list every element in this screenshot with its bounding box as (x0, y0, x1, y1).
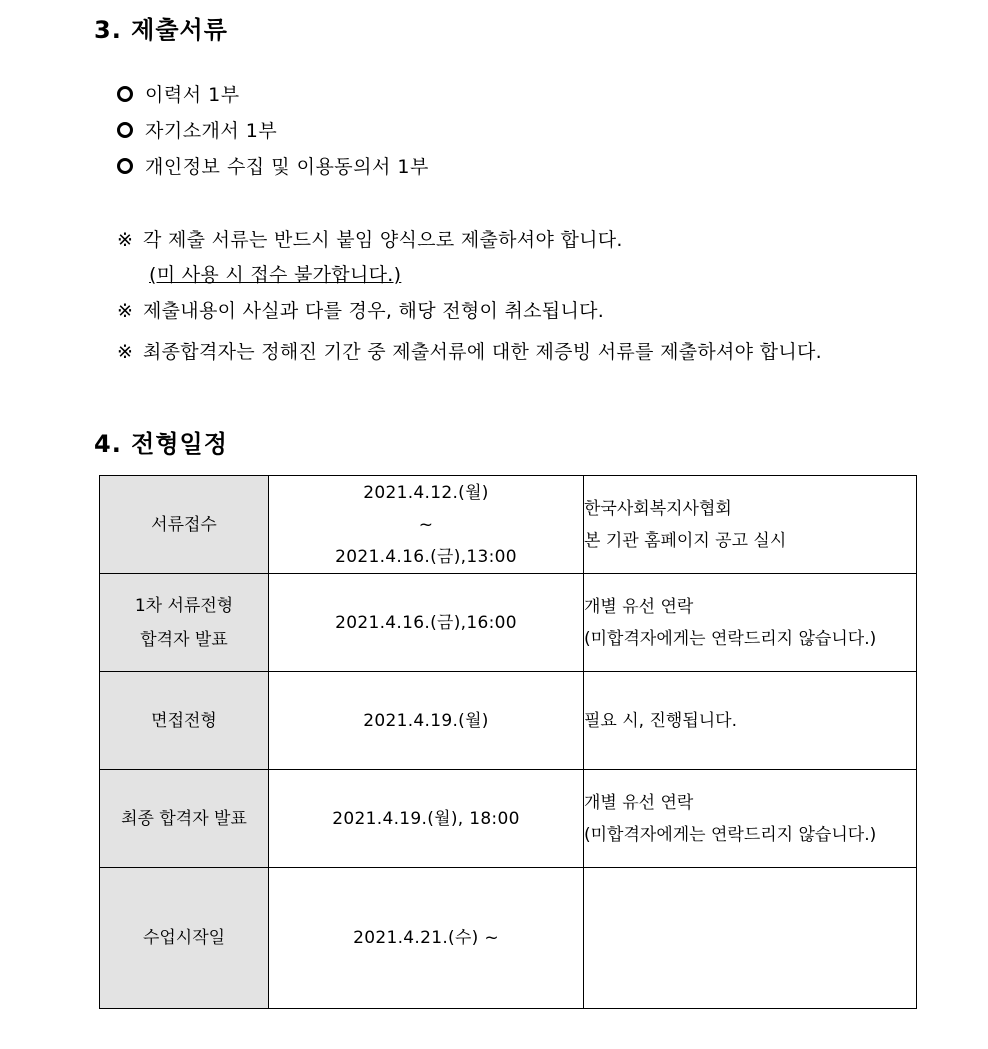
reference-mark-icon: ※ (117, 229, 134, 251)
section-3-heading: 3. 제출서류 (94, 16, 228, 44)
table-row (100, 476, 917, 574)
notice-text: 제출내용이 사실과 다를 경우, 해당 전형이 취소됩니다. (143, 300, 605, 322)
date-cell: 2021.4.12.(월) ~ 2021.4.16.(금),13:00 (269, 476, 584, 574)
notice-item (117, 337, 822, 364)
document-item (117, 152, 429, 179)
remark-cell: 개별 유선 연락 (미합격자에게는 연락드리지 않습니다.) (584, 574, 917, 672)
stage-cell: 면접전형 (100, 672, 269, 770)
stage-cell: 서류접수 (100, 476, 269, 574)
reference-mark-icon: ※ (117, 341, 134, 363)
remark-cell: 개별 유선 연락 (미합격자에게는 연락드리지 않습니다.) (584, 770, 917, 868)
table-row (100, 574, 917, 672)
notice-item (117, 296, 604, 323)
notice-subtext: (미 사용 시 접수 불가합니다.) (149, 264, 402, 286)
date-cell: 2021.4.19.(월) (269, 672, 584, 770)
notice-text: 최종합격자는 정해진 기간 중 제출서류에 대한 제증빙 서류를 제출하셔야 합니다. (143, 341, 822, 363)
document-item (117, 116, 277, 143)
circle-bullet-icon (117, 86, 133, 102)
section-4-heading: 4. 전형일정 (94, 430, 228, 458)
document-item (117, 80, 240, 107)
date-cell: 2021.4.19.(월), 18:00 (269, 770, 584, 868)
table-row (100, 770, 917, 868)
remark-cell (584, 868, 917, 1009)
document-item-text: 이력서 1부 (145, 84, 240, 106)
remark-cell: 한국사회복지사협회 본 기관 홈페이지 공고 실시 (584, 476, 917, 574)
schedule-table (99, 475, 917, 1009)
stage-cell: 수업시작일 (100, 868, 269, 1009)
date-cell: 2021.4.21.(수) ~ (269, 868, 584, 1009)
document-item-text: 자기소개서 1부 (145, 120, 278, 142)
circle-bullet-icon (117, 158, 133, 174)
notice-text: 각 제출 서류는 반드시 붙임 양식으로 제출하셔야 합니다. (143, 229, 623, 251)
stage-cell: 1차 서류전형 합격자 발표 (100, 574, 269, 672)
stage-cell: 최종 합격자 발표 (100, 770, 269, 868)
table-row (100, 868, 917, 1009)
reference-mark-icon: ※ (117, 300, 134, 322)
circle-bullet-icon (117, 122, 133, 138)
date-cell: 2021.4.16.(금),16:00 (269, 574, 584, 672)
table-row (100, 672, 917, 770)
document-item-text: 개인정보 수집 및 이용동의서 1부 (145, 156, 429, 178)
notice-item (117, 225, 623, 252)
remark-cell: 필요 시, 진행됩니다. (584, 672, 917, 770)
